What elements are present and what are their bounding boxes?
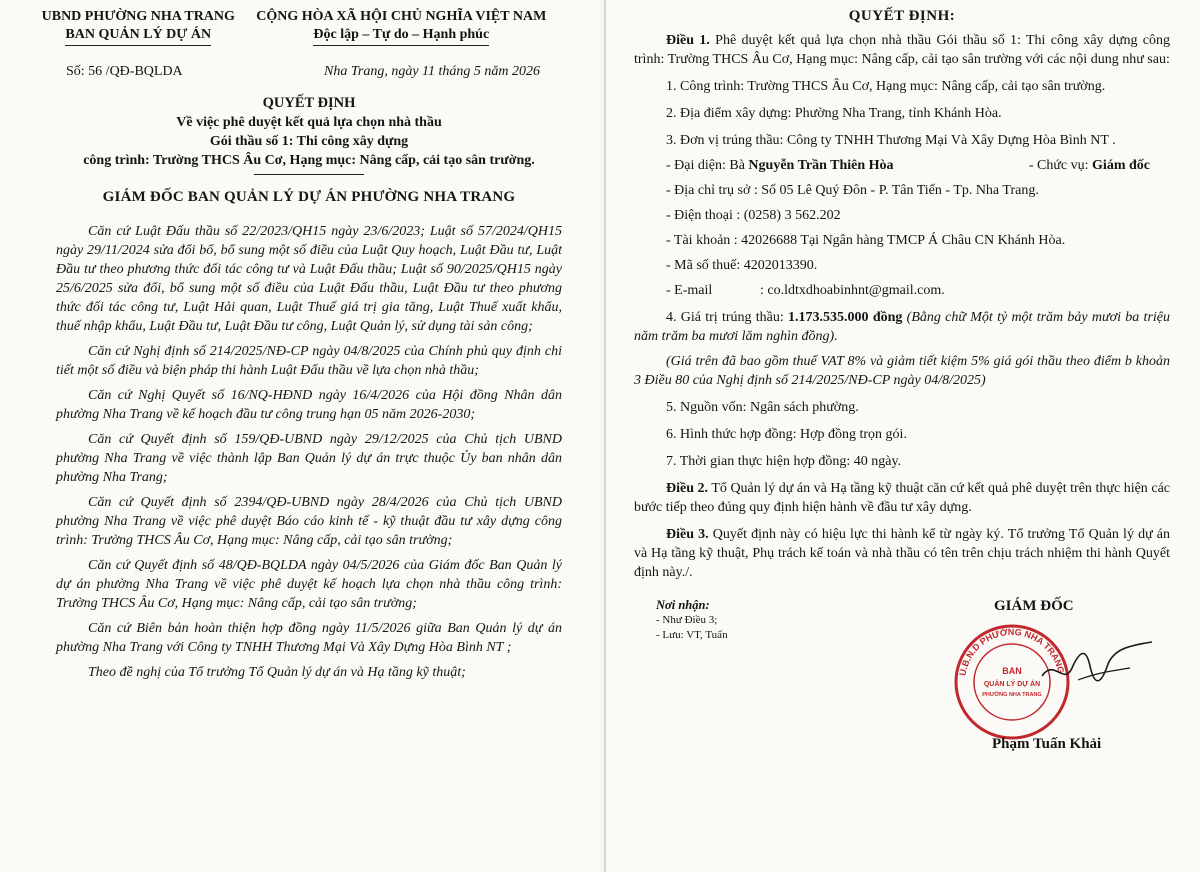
recipient-item: - Lưu: VT, Tuấn	[656, 629, 728, 641]
representative-name: Nguyễn Trần Thiên Hòa	[748, 158, 894, 173]
title-line2: Gói thầu số 1: Thi công xây dựng	[209, 134, 409, 149]
item-4-amount: 1.173.535.000 đồng	[788, 310, 903, 325]
basis-paragraph: Căn cứ Nghị Quyết số 16/NQ-HĐND ngày 16/4/2026 của Hội đồng Nhân dân phường Nha Trang về kế hoạch đầu tư công trung hạn 05 năm 2026-2030;	[56, 388, 562, 422]
national-heading	[241, 8, 562, 46]
email-label: - E-mail	[666, 283, 713, 298]
basis-paragraph: Căn cứ Quyết định số 159/QĐ-UBND ngày 29/12/2025 của Chủ tịch UBND phường Nha Trang về việc thành lập Ban Quản lý dự án trực thuộc Ủy ban nhân dân phường Nha Trang;	[56, 432, 562, 485]
position	[1029, 156, 1150, 175]
item-4-words: (Bằng chữ Một tỷ một trăm bảy mươi ba triệu năm trăm ba mươi lăm nghìn đồng).	[634, 310, 1170, 344]
representative	[666, 156, 894, 175]
item-6: 6. Hình thức hợp đồng: Hợp đồng trọn gói.	[666, 427, 907, 442]
recipients-heading: Nơi nhận:	[656, 598, 710, 612]
title-line3: công trình: Trường THCS Âu Cơ, Hạng mục: Nâng cấp, cải tạo sân trường.	[83, 153, 535, 168]
nation-name: CỘNG HÒA XÃ HỘI CHỦ NGHĨA VIỆT NAM	[256, 9, 547, 24]
seal-ring-text: U.B.N.D PHƯỜNG NHA TRANG	[957, 626, 1067, 677]
signature-block	[634, 598, 1170, 788]
email-row	[666, 281, 1170, 300]
seal-line1: BAN	[1002, 666, 1022, 676]
item-1: 1. Công trình: Trường THCS Âu Cơ, Hạng mục: Nâng cấp, cải tạo sân trường.	[666, 79, 1106, 94]
address-row: - Địa chỉ trụ sở : Số 05 Lê Quý Đôn - P. Tân Tiến - Tp. Nha Trang.	[666, 183, 1039, 198]
document-header	[41, 8, 562, 46]
basis-paragraph: Theo đề nghị của Tổ trưởng Tổ Quản lý dự án và Hạ tầng kỹ thuật;	[88, 665, 466, 680]
position-label: - Chức vụ:	[1028, 158, 1093, 173]
item-7: 7. Thời gian thực hiện hợp đồng: 40 ngày.	[666, 454, 902, 469]
decision-heading: QUYẾT ĐỊNH:	[848, 8, 956, 24]
item-5: 5. Nguồn vốn: Ngân sách phường.	[666, 400, 859, 415]
title-line1: Về việc phê duyệt kết quả lựa chọn nhà thầu	[176, 115, 442, 130]
article-1-label: Điều 1.	[666, 33, 710, 48]
account-row: - Tài khoản : 42026688 Tại Ngân hàng TMCP Á Châu CN Khánh Hòa.	[666, 233, 1066, 248]
article-1	[634, 31, 1170, 69]
recipient-item: - Như Điều 3;	[656, 614, 718, 626]
article-3	[634, 525, 1170, 582]
agency-line2: BAN QUẢN LÝ DỰ ÁN	[65, 26, 211, 46]
issuer-heading: GIÁM ĐỐC BAN QUẢN LÝ DỰ ÁN PHƯỜNG NHA TRANG	[102, 189, 516, 205]
title-underline	[254, 174, 364, 175]
issuing-agency	[36, 8, 241, 46]
article-3-text: Quyết định này có hiệu lực thi hành kể từ ngày ký. Tổ trưởng Tổ Quản lý dự án và Hạ tầng kỹ thuật, Phụ trách kế toán và nhà thầu có tên trên chịu trách nhiệm thi hành Quyết định này./.	[634, 527, 1171, 580]
recipients	[656, 598, 728, 643]
email-value: : co.ldtxdhoabinhnt@gmail.com.	[760, 283, 945, 298]
basis-paragraph: Căn cứ Quyết định số 48/QĐ-BQLDA ngày 04/5/2026 của Giám đốc Ban Quản lý dự án phường Nha Trang về việc phê duyệt kế hoạch lựa chọn nhà thầu công trình: Trường THCS Âu Cơ, Hạng mục: Nâng cấp, cải tạo sân trường;	[56, 558, 562, 611]
article-2-label: Điều 2.	[666, 481, 709, 496]
signer-title: GIÁM ĐỐC	[994, 598, 1074, 614]
handwritten-signature-icon	[1034, 628, 1154, 698]
phone-row: - Điện thoại : (0258) 3 562.202	[666, 208, 841, 223]
number-date-row	[56, 64, 562, 80]
place-date: Nha Trang, ngày 11 tháng 5 năm 2026	[324, 64, 540, 79]
page-right	[604, 0, 1200, 872]
signer-name: Phạm Tuấn Khải	[992, 736, 1102, 752]
representative-label: - Đại diện: Bà	[666, 158, 749, 173]
item-4	[634, 308, 1170, 346]
article-1-text: Phê duyệt kết quả lựa chọn nhà thầu Gói thầu số 1: Thi công xây dựng công trình: Trường THCS Âu Cơ, Hạng mục: Nâng cấp, cải tạo sân trường với các nội dung như sau:	[634, 33, 1170, 67]
seal-line3: PHƯỜNG NHA TRANG	[982, 692, 1042, 698]
article-2-text: Tổ Quản lý dự án và Hạ tầng kỹ thuật căn cứ kết quả phê duyệt trên thực hiện các bước tiếp theo đúng quy định hiện hành về đầu tư xây dựng.	[634, 481, 1170, 515]
document-number: Số: 56 /QĐ-BQLDA	[66, 64, 183, 79]
price-note: (Giá trên đã bao gồm thuế VAT 8% và giảm tiết kiệm 5% giá gói thầu theo điểm b khoản 3 Điều 80 của Nghị định số 214/2025/NĐ-CP ngày 04/8/2025)	[634, 354, 1170, 388]
doc-type: QUYẾT ĐỊNH	[262, 95, 356, 111]
item-3: 3. Đơn vị trúng thầu: Công ty TNHH Thương Mại Và Xây Dựng Hòa Bình NT .	[666, 133, 1116, 148]
seal-line2: QUẢN LÝ DỰ ÁN	[983, 681, 1041, 688]
article-2	[634, 479, 1170, 517]
document-title	[56, 94, 562, 175]
basis-paragraph: Căn cứ Quyết định số 2394/QĐ-UBND ngày 28/4/2026 của Chủ tịch UBND phường Nha Trang về việc phê duyệt Báo cáo kinh tế - kỹ thuật đầu tư xây dựng công trình: Trường THCS Âu Cơ, Hạng mục: Nâng cấp, cải tạo sân trường;	[56, 495, 562, 548]
national-motto: Độc lập – Tự do – Hạnh phúc	[313, 26, 489, 46]
basis-paragraph: Căn cứ Luật Đấu thầu số 22/2023/QH15 ngày 23/6/2023; Luật số 57/2024/QH15 ngày 29/11/2024 sửa đổi bổ, bổ sung một số điều của Luật Quy hoạch, Luật Đầu tư, Luật Đầu tư theo phương thức đối tác công tư và Luật Đấu thầu; Luật số 90/2025/QH15 ngày 25/6/2025 sửa đổi, bổ sung một số điều của Luật Đấu thầu, Luật Đầu tư theo phương thức đối tác công tư, Luật Hải quan, Luật Thuế giá trị gia tăng, Luật Thuế xuất khẩu, thuế nhập khẩu, Luật Đầu tư, Luật Đầu tư công, Luật Quản lý, sử dụng tài sản công;	[56, 224, 562, 334]
representative-row	[666, 156, 1170, 175]
agency-line1: UBND PHƯỜNG NHA TRANG	[41, 9, 235, 24]
item-4-label: 4. Giá trị trúng thầu:	[666, 310, 789, 325]
article-3-label: Điều 3.	[666, 527, 709, 542]
item-2: 2. Địa điểm xây dựng: Phường Nha Trang, tỉnh Khánh Hòa.	[666, 106, 1002, 121]
position-value: Giám đốc	[1092, 158, 1150, 173]
basis-paragraph: Căn cứ Nghị định số 214/2025/NĐ-CP ngày 04/8/2025 của Chính phủ quy định chi tiết một số điều và biện pháp thi hành Luật Đấu thầu về lựa chọn nhà thầu;	[56, 344, 562, 378]
basis-paragraph: Căn cứ Biên bản hoàn thiện hợp đồng ngày 11/5/2026 giữa Ban Quản lý dự án phường Nha Trang với Công ty TNHH Thương Mại Và Xây Dựng Hòa Bình NT ;	[56, 621, 562, 655]
tax-code-row: - Mã số thuế: 4202013390.	[666, 258, 818, 273]
